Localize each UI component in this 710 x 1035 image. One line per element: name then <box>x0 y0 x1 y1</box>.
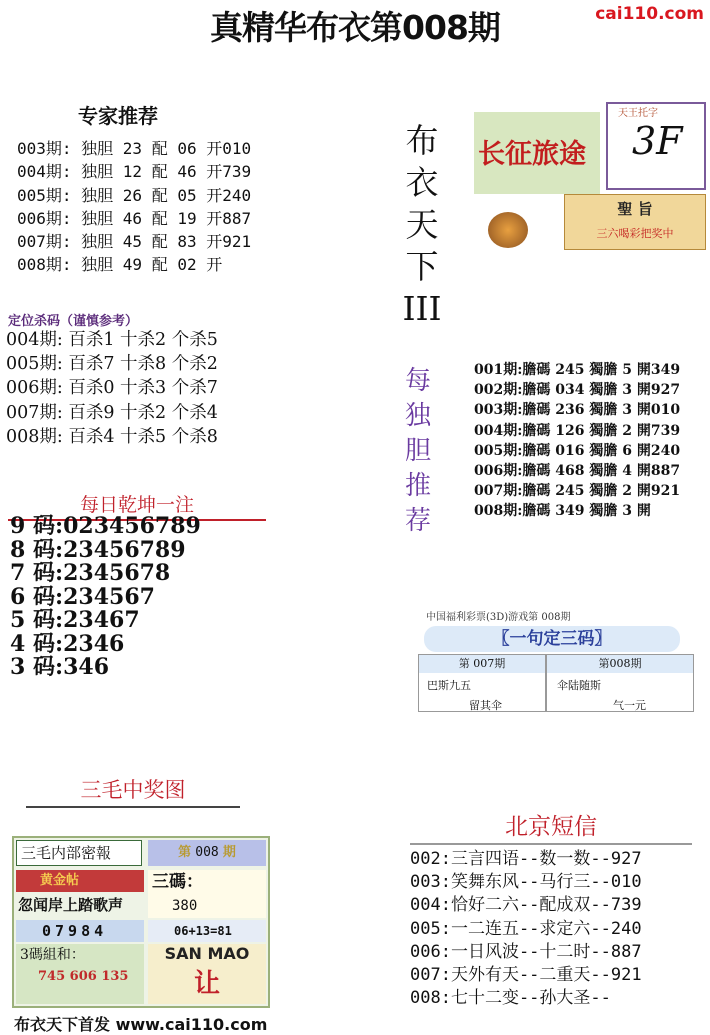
sanmao-title-text: 三毛中奖图 <box>80 778 186 802</box>
experts-row: 003期: 独胆 23 配 06 开010 <box>17 139 252 158</box>
edict-sub: 三六喝彩把奖中 <box>596 227 674 240</box>
kill-row: 005期: 百杀7 十杀8 个杀2 <box>6 354 218 375</box>
single-row: 003期:膽碼 236 獨膽 3 開010 <box>474 402 681 419</box>
buyi-poster <box>472 100 710 252</box>
three-code-label: 三碼： <box>152 872 203 892</box>
beijing-row: 006:一日风波--十二时--887 <box>410 941 642 962</box>
three-code <box>148 870 266 918</box>
sanmao-char: 让 <box>193 969 220 999</box>
bet-row: 4 码:2346 <box>10 630 125 657</box>
daily-single-vertical-title <box>402 364 434 539</box>
single-row: 006期:膽碼 468 獨膽 4 開887 <box>474 463 681 480</box>
page-title: 真精华布衣第008期 <box>210 8 500 47</box>
col2-head: 第008期 <box>547 655 693 673</box>
handwriting: 3F <box>632 119 683 163</box>
buyi-vert-char: 布 <box>405 121 439 160</box>
poster-red <box>474 112 600 194</box>
single-vert-char: 每 <box>404 366 431 396</box>
three-code-banner <box>424 626 680 652</box>
three-code-banner-text: 〖一句定三码〗 <box>492 629 612 649</box>
experts-row: 008期: 独胆 49 配 02 开 <box>17 255 223 275</box>
issue-label: 第 <box>178 845 192 860</box>
experts-row: 005期: 独胆 26 配 05 开240 <box>17 185 252 205</box>
buyi-vert-char: 天 <box>405 205 439 244</box>
beijing-row: 008:七十二变--孙大圣-- <box>410 988 611 1009</box>
buyi-vert-char: 下 <box>405 247 439 286</box>
experts-row: 006期: 独胆 46 配 19 开887 <box>17 208 252 228</box>
buyi-vert-char: III <box>402 289 442 328</box>
single-vert-char: 独 <box>404 401 431 431</box>
bet-row: 6 码:234567 <box>10 583 155 610</box>
digits-strip <box>16 920 144 942</box>
poster-side <box>606 102 706 190</box>
beijing-row: 004:恰好二六--配成双--739 <box>410 895 642 916</box>
edict-title: 聖 旨 <box>617 200 653 218</box>
bet-row: 9 码:023456789 <box>10 513 201 539</box>
golden-tag <box>16 870 144 892</box>
issue-suffix: 期 <box>222 845 236 860</box>
single-row: 002期:膽碼 034 獨膽 3 開927 <box>474 382 681 399</box>
sanmao-brand-text: SAN MAO <box>164 944 250 963</box>
col2-line1: 伞陆随斯 <box>557 679 601 692</box>
experts-row: 004期: 独胆 12 配 46 开739 <box>17 162 252 182</box>
three-code-caption: 中国福利彩票(3D)游戏第 008期 <box>426 612 571 623</box>
calc-text: 06+13=81 <box>174 924 232 938</box>
single-row: 004期:膽碼 126 獨膽 2 開739 <box>474 422 681 439</box>
buyi-vert-char: 衣 <box>405 163 439 202</box>
issue-no: 008 <box>195 845 219 860</box>
poster-side-text: 天王托字 <box>618 108 658 119</box>
three-code-col1 <box>418 654 546 712</box>
three-code-col2 <box>546 654 694 712</box>
sanmao-title <box>26 774 240 808</box>
beijing-row: 002:三言四语--数一数--927 <box>410 849 642 869</box>
footer <box>14 1012 267 1035</box>
single-vert-char: 荐 <box>404 506 431 536</box>
bet-row: 5 码:23467 <box>10 607 140 633</box>
sanmao-poem <box>16 894 144 916</box>
col1-head: 第 007期 <box>419 655 545 673</box>
kill-row: 008期: 百杀4 十杀5 个杀8 <box>6 426 218 447</box>
single-row: 007期:膽碼 245 獨膽 2 開921 <box>474 483 681 500</box>
col1-line2: 留其伞 <box>469 699 502 712</box>
three-code-value: 380 <box>172 898 198 914</box>
experts-title: 专家推荐 <box>78 104 158 128</box>
single-vert-char: 推 <box>404 471 431 501</box>
combo-value: 745 606 135 <box>38 969 129 984</box>
position-kill-title: 定位杀码（谨慎参考） <box>8 314 139 329</box>
daily-bet-title-text: 每日乾坤一注 <box>79 494 194 516</box>
single-vert-char: 胆 <box>404 436 431 466</box>
golden-tag-text: 黄金帖 <box>40 873 80 888</box>
beijing-row: 003:笑舞东风--马行三--010 <box>410 872 642 893</box>
sanmao-panel-title-text: 三毛内部密報 <box>21 844 112 862</box>
single-row: 001期:膽碼 245 獨膽 5 開349 <box>474 362 681 378</box>
combo-panel <box>16 944 144 1004</box>
kill-row: 004期: 百杀1 十杀2 个杀5 <box>6 330 218 350</box>
poem-text: 忽闻岸上踏歌声 <box>18 896 124 914</box>
tiger-icon <box>488 212 528 248</box>
beijing-row: 007:天外有天--二重天--921 <box>410 965 642 986</box>
col2-line2: 气一元 <box>613 699 646 712</box>
kill-row: 006期: 百杀0 十杀3 个杀7 <box>6 378 218 399</box>
sanmao-brand <box>148 944 266 1004</box>
daily-single-list <box>474 360 680 522</box>
site-logo[interactable]: cai110.com <box>595 4 704 24</box>
calc-strip <box>148 920 266 942</box>
beijing-title-text: 北京短信 <box>505 814 597 840</box>
experts-row: 007期: 独胆 45 配 83 开921 <box>17 232 252 252</box>
bet-row: 7 码:2345678 <box>10 560 171 586</box>
bet-row: 3 码:346 <box>10 654 110 680</box>
bet-row: 8 码:23456789 <box>10 536 186 563</box>
footer-text: 布衣天下首发 www.cai110.com <box>14 1015 268 1034</box>
beijing-row: 005:一二连五--求定六--240 <box>410 918 642 939</box>
single-row: 008期:膽碼 349 獨膽 3 開 <box>474 503 651 520</box>
daily-bet-list <box>10 515 201 680</box>
col1-line1: 巴斯九五 <box>427 679 471 692</box>
three-code-box <box>410 604 696 716</box>
beijing-list <box>410 848 642 1010</box>
kill-row: 007期: 百杀9 十杀2 个杀4 <box>6 402 218 423</box>
edict-scroll <box>564 194 706 250</box>
sanmao-issue <box>148 840 266 866</box>
experts-list <box>17 137 251 277</box>
position-kill-list <box>6 328 218 449</box>
sanmao-panel-title <box>16 840 142 866</box>
beijing-title <box>410 808 692 845</box>
sanmao-panel <box>12 836 270 1008</box>
single-row: 005期:膽碼 016 獨膽 6 開240 <box>474 442 681 459</box>
poster-title: 长征旅途 <box>478 139 586 170</box>
digits-text: 07984 <box>42 922 108 940</box>
buyi-vertical-title <box>402 120 442 330</box>
combo-label: 3碼組和： <box>20 947 85 963</box>
